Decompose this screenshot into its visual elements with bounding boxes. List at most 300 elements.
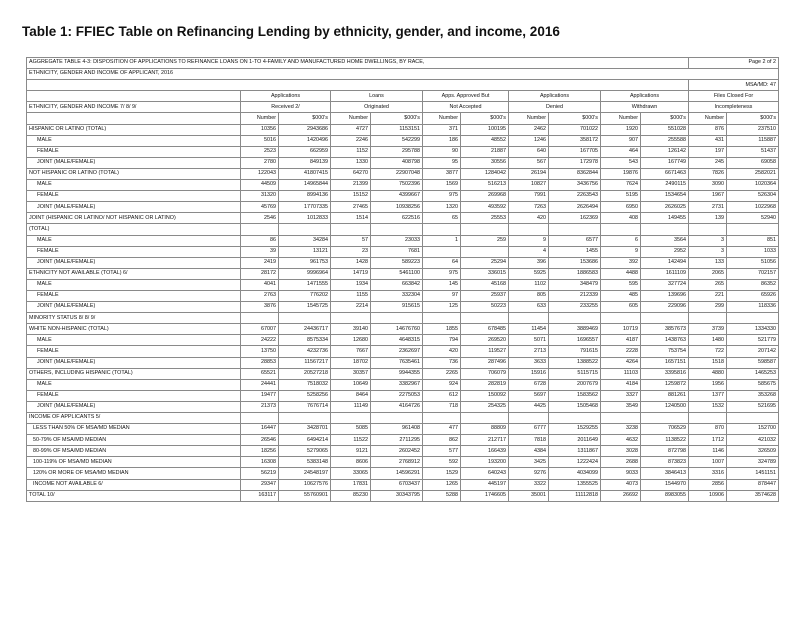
table-cell	[641, 313, 689, 324]
table-body	[27, 58, 779, 502]
table-cell: 924	[423, 379, 461, 390]
blank-cell	[27, 113, 241, 124]
table-cell: 221	[689, 290, 727, 301]
table-cell: 6777	[509, 424, 549, 435]
aggregate-title-line2: ETHNICITY, GENDER AND INCOME OF APPLICANT, 2016	[27, 69, 779, 80]
table-cell: 542299	[371, 135, 423, 146]
table-cell: 26546	[241, 435, 279, 446]
table-cell: 18702	[331, 357, 371, 368]
table-cell: 975	[423, 191, 461, 202]
row-label: JOINT (MALE/FEMALE)	[27, 257, 241, 268]
table-cell: 57	[331, 235, 371, 246]
table-cell: 162369	[549, 213, 601, 224]
table-cell: 265	[689, 279, 727, 290]
header-row-aggregate-1	[27, 58, 779, 69]
row-label: OTHERS, INCLUDING HISPANIC (TOTAL)	[27, 368, 241, 379]
table-cell: 229096	[641, 302, 689, 313]
table-cell: 237510	[727, 124, 779, 135]
table-cell: 2490115	[641, 180, 689, 191]
table-cell	[727, 413, 779, 424]
table-cell: 662959	[279, 146, 331, 157]
table-cell: 11103	[601, 368, 641, 379]
table-cell	[549, 313, 601, 324]
table-cell: 1222424	[549, 457, 601, 468]
table-cell: 2419	[241, 257, 279, 268]
col-header-dollars: $000's	[461, 113, 509, 124]
table-cell: 45168	[461, 279, 509, 290]
table-cell	[727, 224, 779, 235]
row-label: NOT HISPANIC OR LATINO (TOTAL)	[27, 168, 241, 179]
row-label: JOINT (MALE/FEMALE)	[27, 357, 241, 368]
col-group-closed-top: Files Closed For	[689, 91, 779, 102]
table-cell: 640	[509, 146, 549, 157]
table-cell: 4399667	[371, 191, 423, 202]
table-cell: 16308	[241, 457, 279, 468]
table-cell	[331, 224, 371, 235]
table-cell: 1934	[331, 279, 371, 290]
table-cell: 3238	[601, 424, 641, 435]
table-cell: 1022968	[727, 202, 779, 213]
table-cell: 48552	[461, 135, 509, 146]
table-cell: 21887	[461, 146, 509, 157]
table-cell: 1544970	[641, 479, 689, 490]
blank-cell	[27, 91, 241, 102]
row-label: FEMALE	[27, 146, 241, 157]
table-cell: 872798	[641, 446, 689, 457]
table-cell: 1020364	[727, 180, 779, 191]
col-header-dollars: $000's	[549, 113, 601, 124]
row-label: INCOME OF APPLICANTS 5/	[27, 413, 241, 424]
table-cell	[641, 224, 689, 235]
col-header-dollars: $000's	[279, 113, 331, 124]
table-cell	[601, 413, 641, 424]
table-cell: 493592	[461, 202, 509, 213]
table-cell: 150092	[461, 390, 509, 401]
table-cell: 2763	[241, 290, 279, 301]
table-cell: 1420496	[279, 135, 331, 146]
table-cell: 1377	[689, 390, 727, 401]
table-cell: 5279065	[279, 446, 331, 457]
table-cell	[689, 413, 727, 424]
table-cell: 20527218	[279, 368, 331, 379]
table-cell: 118336	[727, 302, 779, 313]
table-cell: 5925	[509, 268, 549, 279]
col-group-received-top: Applications	[241, 91, 331, 102]
table-cell: 19876	[601, 168, 641, 179]
table-cell: 24222	[241, 335, 279, 346]
table-cell: 736	[423, 357, 461, 368]
table-cell: 2263543	[549, 191, 601, 202]
table-cell: 64270	[331, 168, 371, 179]
table-cell: 1330	[331, 157, 371, 168]
row-label: 120% OR MORE OF MSA/MD MEDIAN	[27, 468, 241, 479]
table-row	[27, 180, 779, 191]
col-group-originated-bottom: Originated	[331, 102, 423, 113]
table-cell: 1471555	[279, 279, 331, 290]
table-cell: 282819	[461, 379, 509, 390]
table-cell: 1920	[601, 124, 641, 135]
table-cell: 2007679	[549, 379, 601, 390]
table-cell: 7818	[509, 435, 549, 446]
table-cell: 115887	[727, 135, 779, 146]
table-cell: 13121	[279, 246, 331, 257]
table-cell: 4073	[601, 479, 641, 490]
row-label: FEMALE	[27, 390, 241, 401]
table-cell: 39140	[331, 324, 371, 335]
table-cell: 907	[601, 135, 641, 146]
table-cell: 8994136	[279, 191, 331, 202]
table-cell: 332304	[371, 290, 423, 301]
table-cell	[509, 413, 549, 424]
table-cell: 1155	[331, 290, 371, 301]
msa-label: MSA/MD: 47	[689, 80, 779, 91]
table-cell: 3564	[641, 235, 689, 246]
table-row	[27, 357, 779, 368]
table-cell: 1465253	[727, 368, 779, 379]
table-cell: 69058	[727, 157, 779, 168]
table-cell: 2582021	[727, 168, 779, 179]
col-group-withdrawn-bottom: Withdrawn	[601, 102, 689, 113]
table-cell: 431	[689, 135, 727, 146]
table-cell: 9276	[509, 468, 549, 479]
table-cell: 21399	[331, 180, 371, 191]
table-cell: 1967	[689, 191, 727, 202]
table-cell	[461, 313, 509, 324]
table-cell: 295788	[371, 146, 423, 157]
table-cell: 119527	[461, 346, 509, 357]
table-cell: 6494214	[279, 435, 331, 446]
table-cell	[423, 313, 461, 324]
row-label: (TOTAL)	[27, 224, 241, 235]
table-row	[27, 368, 779, 379]
table-cell: 592	[423, 457, 461, 468]
table-row	[27, 213, 779, 224]
table-cell: 3877	[423, 168, 461, 179]
table-cell: 805	[509, 290, 549, 301]
table-cell: 633	[509, 302, 549, 313]
table-cell: 67007	[241, 324, 279, 335]
table-cell: 1611109	[641, 268, 689, 279]
table-cell: 86352	[727, 279, 779, 290]
table-cell: 29347	[241, 479, 279, 490]
table-cell: 408798	[371, 157, 423, 168]
table-cell: 1240500	[641, 401, 689, 412]
table-cell: 1505468	[549, 401, 601, 412]
table-cell: 2780	[241, 157, 279, 168]
table-cell: 327724	[641, 279, 689, 290]
header-row-aggregate-2	[27, 69, 779, 80]
table-cell: 3316	[689, 468, 727, 479]
table-cell: 14965844	[279, 180, 331, 191]
table-cell: 4184	[601, 379, 641, 390]
table-cell: 4187	[601, 335, 641, 346]
col-group-approved-bottom: Not Accepted	[423, 102, 509, 113]
table-cell: 326509	[727, 446, 779, 457]
table-cell: 10719	[601, 324, 641, 335]
table-cell: 521695	[727, 401, 779, 412]
table-cell: 44509	[241, 180, 279, 191]
table-cell: 3028	[601, 446, 641, 457]
table-cell: 3739	[689, 324, 727, 335]
table-cell: 324789	[727, 457, 779, 468]
table-cell	[241, 224, 279, 235]
row-label: JOINT (MALE/FEMALE)	[27, 401, 241, 412]
table-cell: 849139	[279, 157, 331, 168]
table-cell	[279, 224, 331, 235]
table-cell	[689, 224, 727, 235]
table-cell: 26194	[509, 168, 549, 179]
table-cell: 1534654	[641, 191, 689, 202]
table-cell: 567	[509, 157, 549, 168]
table-cell: 408	[601, 213, 641, 224]
table-cell	[331, 413, 371, 424]
row-label: MALE	[27, 135, 241, 146]
table-cell: 10906	[689, 490, 727, 501]
table-cell: 11112818	[549, 490, 601, 501]
table-cell: 3	[689, 235, 727, 246]
table-cell: 269520	[461, 335, 509, 346]
table-cell: 7676714	[279, 401, 331, 412]
table-cell: 1259872	[641, 379, 689, 390]
table-row	[27, 268, 779, 279]
col-group-originated-top: Loans	[331, 91, 423, 102]
table-cell: 878447	[727, 479, 779, 490]
table-cell: 41807415	[279, 168, 331, 179]
table-cell: 8983055	[641, 490, 689, 501]
table-cell: 3436756	[549, 180, 601, 191]
table-cell: 2602452	[371, 446, 423, 457]
row-label: FEMALE	[27, 191, 241, 202]
table-cell	[241, 413, 279, 424]
table-cell: 4232736	[279, 346, 331, 357]
table-cell: 3428701	[279, 424, 331, 435]
table-cell	[601, 313, 641, 324]
table-cell: 1855	[423, 324, 461, 335]
table-cell: 6577	[549, 235, 601, 246]
table-cell: 873823	[641, 457, 689, 468]
table-cell: 18256	[241, 446, 279, 457]
table-cell: 3857673	[641, 324, 689, 335]
table-cell: 55760901	[279, 490, 331, 501]
table-cell: 65	[423, 213, 461, 224]
table-cell: 39	[241, 246, 279, 257]
table-cell: 1712	[689, 435, 727, 446]
row-label: MALE	[27, 279, 241, 290]
table-cell: 139696	[641, 290, 689, 301]
table-cell: 133	[689, 257, 727, 268]
col-header-number: Number	[331, 113, 371, 124]
table-cell: 1138522	[641, 435, 689, 446]
table-cell: 86	[241, 235, 279, 246]
table-cell: 1334330	[727, 324, 779, 335]
table-cell: 5288	[423, 490, 461, 501]
row-label: INCOME NOT AVAILABLE 6/	[27, 479, 241, 490]
table-cell	[461, 246, 509, 257]
table-row	[27, 468, 779, 479]
table-cell: 85230	[331, 490, 371, 501]
table-cell: 26692	[601, 490, 641, 501]
table-cell: 1320	[423, 202, 461, 213]
table-cell	[331, 313, 371, 324]
table-cell: 1518	[689, 357, 727, 368]
table-cell: 2952	[641, 246, 689, 257]
row-label: JOINT (MALE/FEMALE)	[27, 157, 241, 168]
table-cell: 9944355	[371, 368, 423, 379]
table-cell: 5697	[509, 390, 549, 401]
table-cell: 5195	[601, 191, 641, 202]
table-cell: 34284	[279, 235, 331, 246]
table-cell: 30556	[461, 157, 509, 168]
table-cell: 24548197	[279, 468, 331, 479]
table-cell: 3889469	[549, 324, 601, 335]
table-cell: 551028	[641, 124, 689, 135]
table-cell: 299	[689, 302, 727, 313]
table-cell: 95	[423, 157, 461, 168]
table-cell: 14719	[331, 268, 371, 279]
table-cell: 5115715	[549, 368, 601, 379]
table-cell: 3549	[601, 401, 641, 412]
table-row	[27, 279, 779, 290]
table-cell: 521779	[727, 335, 779, 346]
col-header-dollars: $000's	[371, 113, 423, 124]
table-cell: 167749	[641, 157, 689, 168]
table-cell: 7624	[601, 180, 641, 191]
table-cell: 255588	[641, 135, 689, 146]
table-cell: 254325	[461, 401, 509, 412]
header-row-msa	[27, 80, 779, 91]
table-cell: 2065	[689, 268, 727, 279]
table-cell: 1355525	[549, 479, 601, 490]
blank-cell	[27, 80, 689, 91]
table-cell: 776202	[279, 290, 331, 301]
table-cell: 4425	[509, 401, 549, 412]
row-label: 50-79% OF MSA/MD MEDIAN	[27, 435, 241, 446]
table-cell: 10827	[509, 180, 549, 191]
table-cell: 622516	[371, 213, 423, 224]
table-cell: 139	[689, 213, 727, 224]
table-row	[27, 401, 779, 412]
table-row	[27, 157, 779, 168]
table-cell: 702157	[727, 268, 779, 279]
table-cell	[509, 313, 549, 324]
table-cell: 51056	[727, 257, 779, 268]
table-cell: 605	[601, 302, 641, 313]
table-cell: 701022	[549, 124, 601, 135]
table-cell: 9996964	[279, 268, 331, 279]
table-cell	[461, 224, 509, 235]
table-row	[27, 290, 779, 301]
table-cell: 126142	[641, 146, 689, 157]
table-cell	[371, 313, 423, 324]
table-cell: 7826	[689, 168, 727, 179]
table-cell: 3574628	[727, 490, 779, 501]
table-cell	[241, 313, 279, 324]
table-cell: 6703437	[371, 479, 423, 490]
table-cell: 477	[423, 424, 461, 435]
row-label: LESS THAN 50% OF MSA/MD MEDIAN	[27, 424, 241, 435]
table-cell: 706079	[461, 368, 509, 379]
table-cell: 51437	[727, 146, 779, 157]
table-cell: 8362844	[549, 168, 601, 179]
col-group-received-bottom: Received 2/	[241, 102, 331, 113]
table-cell: 4	[509, 246, 549, 257]
table-cell: 3	[689, 246, 727, 257]
row-label: 80-99% OF MSA/MD MEDIAN	[27, 446, 241, 457]
table-cell: 358172	[549, 135, 601, 146]
table-row	[27, 246, 779, 257]
table-cell: 64	[423, 257, 461, 268]
table-cell: 50223	[461, 302, 509, 313]
table-row	[27, 335, 779, 346]
table-cell: 706529	[641, 424, 689, 435]
table-cell: 4648315	[371, 335, 423, 346]
col-group-denied-top: Applications	[509, 91, 601, 102]
col-header-number: Number	[241, 113, 279, 124]
table-cell: 862	[423, 435, 461, 446]
row-label: FEMALE	[27, 246, 241, 257]
table-cell: 23033	[371, 235, 423, 246]
table-cell: 35001	[509, 490, 549, 501]
table-row	[27, 457, 779, 468]
table-cell: 24436717	[279, 324, 331, 335]
row-label: MALE	[27, 180, 241, 191]
table-cell: 25294	[461, 257, 509, 268]
table-cell	[727, 313, 779, 324]
table-cell: 4632	[601, 435, 641, 446]
table-cell: 7667	[331, 346, 371, 357]
table-cell: 1246	[509, 135, 549, 146]
table-cell: 2362697	[371, 346, 423, 357]
table-cell	[601, 224, 641, 235]
table-row	[27, 479, 779, 490]
table-cell: 1033	[727, 246, 779, 257]
table-cell: 663842	[371, 279, 423, 290]
col-header-number: Number	[423, 113, 461, 124]
col-header-number: Number	[601, 113, 641, 124]
table-cell: 1657151	[641, 357, 689, 368]
table-cell: 1956	[689, 379, 727, 390]
row-label: JOINT (MALE/FEMALE)	[27, 202, 241, 213]
table-cell: 287496	[461, 357, 509, 368]
table-cell: 166439	[461, 446, 509, 457]
table-cell: 2626025	[641, 202, 689, 213]
row-label: FEMALE	[27, 346, 241, 357]
row-label: MINORITY STATUS 8/ 8/ 9/	[27, 313, 241, 324]
table-cell: 5383148	[279, 457, 331, 468]
table-row	[27, 224, 779, 235]
table-row	[27, 435, 779, 446]
table-cell	[423, 246, 461, 257]
table-cell: 485	[601, 290, 641, 301]
table-row	[27, 257, 779, 268]
table-cell: 5085	[331, 424, 371, 435]
table-cell: 2523	[241, 146, 279, 157]
table-cell: 336015	[461, 268, 509, 279]
table-cell: 1529255	[549, 424, 601, 435]
table-row	[27, 490, 779, 501]
table-cell: 791615	[549, 346, 601, 357]
table-row	[27, 313, 779, 324]
table-cell: 8464	[331, 390, 371, 401]
table-cell: 27465	[331, 202, 371, 213]
table-row	[27, 413, 779, 424]
table-cell: 7635461	[371, 357, 423, 368]
table-cell: 6671463	[641, 168, 689, 179]
table-cell: 2943686	[279, 124, 331, 135]
table-cell: 4034099	[549, 468, 601, 479]
table-cell: 2711295	[371, 435, 423, 446]
col-header-number: Number	[689, 113, 727, 124]
